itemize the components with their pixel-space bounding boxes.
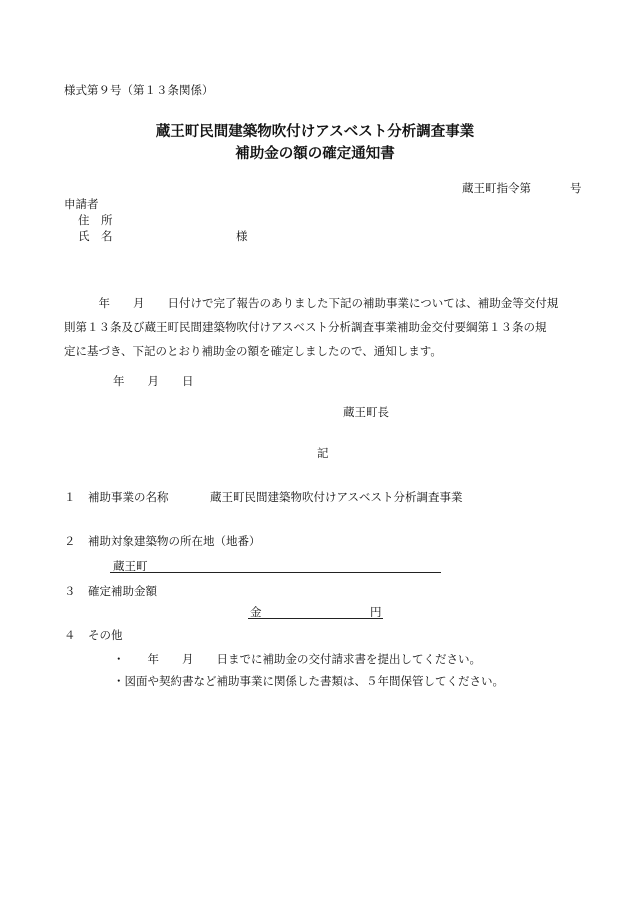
item4-note-2: ・図面や契約書など補助事業に関係した書類は、５年間保管してください。 [113, 674, 504, 688]
item2-value: 蔵王町 [113, 559, 148, 573]
body-line-2: 則第１３条及び蔵王町民間建築物吹付けアスベスト分析調査事業補助金交付要綱第１３条の規 [64, 320, 547, 334]
body-paragraph [64, 291, 574, 363]
issuer: 蔵王町長 [343, 405, 389, 419]
document-title-line1: 蔵王町民間建築物吹付けアスベスト分析調査事業 [155, 124, 475, 140]
body-line-3: 定に基づき、下記のとおり補助金の額を確定しましたので、通知します。 [64, 344, 442, 358]
notice-number-suffix: 号 [570, 181, 582, 195]
item3-amount-suffix: 円 [370, 605, 382, 619]
item4-note-1: ・ 年 月 日までに補助金の交付請求書を提出してください。 [113, 652, 481, 666]
item3-number: ３ [64, 584, 76, 598]
item2-label: 補助対象建築物の所在地（地番） [88, 534, 261, 548]
item2-underline [110, 572, 441, 573]
notice-number-label: 蔵王町指令第 [462, 181, 531, 195]
applicant-honorific: 様 [236, 229, 248, 243]
form-number: 様式第９号（第１３条関係） [64, 83, 214, 97]
applicant-name-label: 氏 名 [78, 229, 113, 243]
item1-value: 蔵王町民間建築物吹付けアスベスト分析調査事業 [210, 490, 463, 504]
applicant-heading: 申請者 [64, 197, 99, 211]
document-title-line2: 補助金の額の確定通知書 [235, 146, 395, 162]
item2-number: ２ [64, 534, 76, 548]
item4-number: ４ [64, 628, 76, 642]
item3-amount-prefix: 金 [250, 605, 262, 619]
item3-underline [248, 618, 383, 619]
body-line-1: 年 月 日付けで完了報告のありました下記の補助事業については、補助金等交付規 [64, 296, 559, 310]
item1-label: 補助事業の名称 [88, 490, 169, 504]
item1-number: １ [64, 490, 76, 504]
date-line: 年 月 日 [113, 374, 194, 388]
item4-label: その他 [88, 628, 123, 642]
applicant-address-label: 住 所 [78, 213, 113, 227]
ki-marker: 記 [317, 446, 329, 460]
item3-label: 確定補助金額 [88, 584, 157, 598]
